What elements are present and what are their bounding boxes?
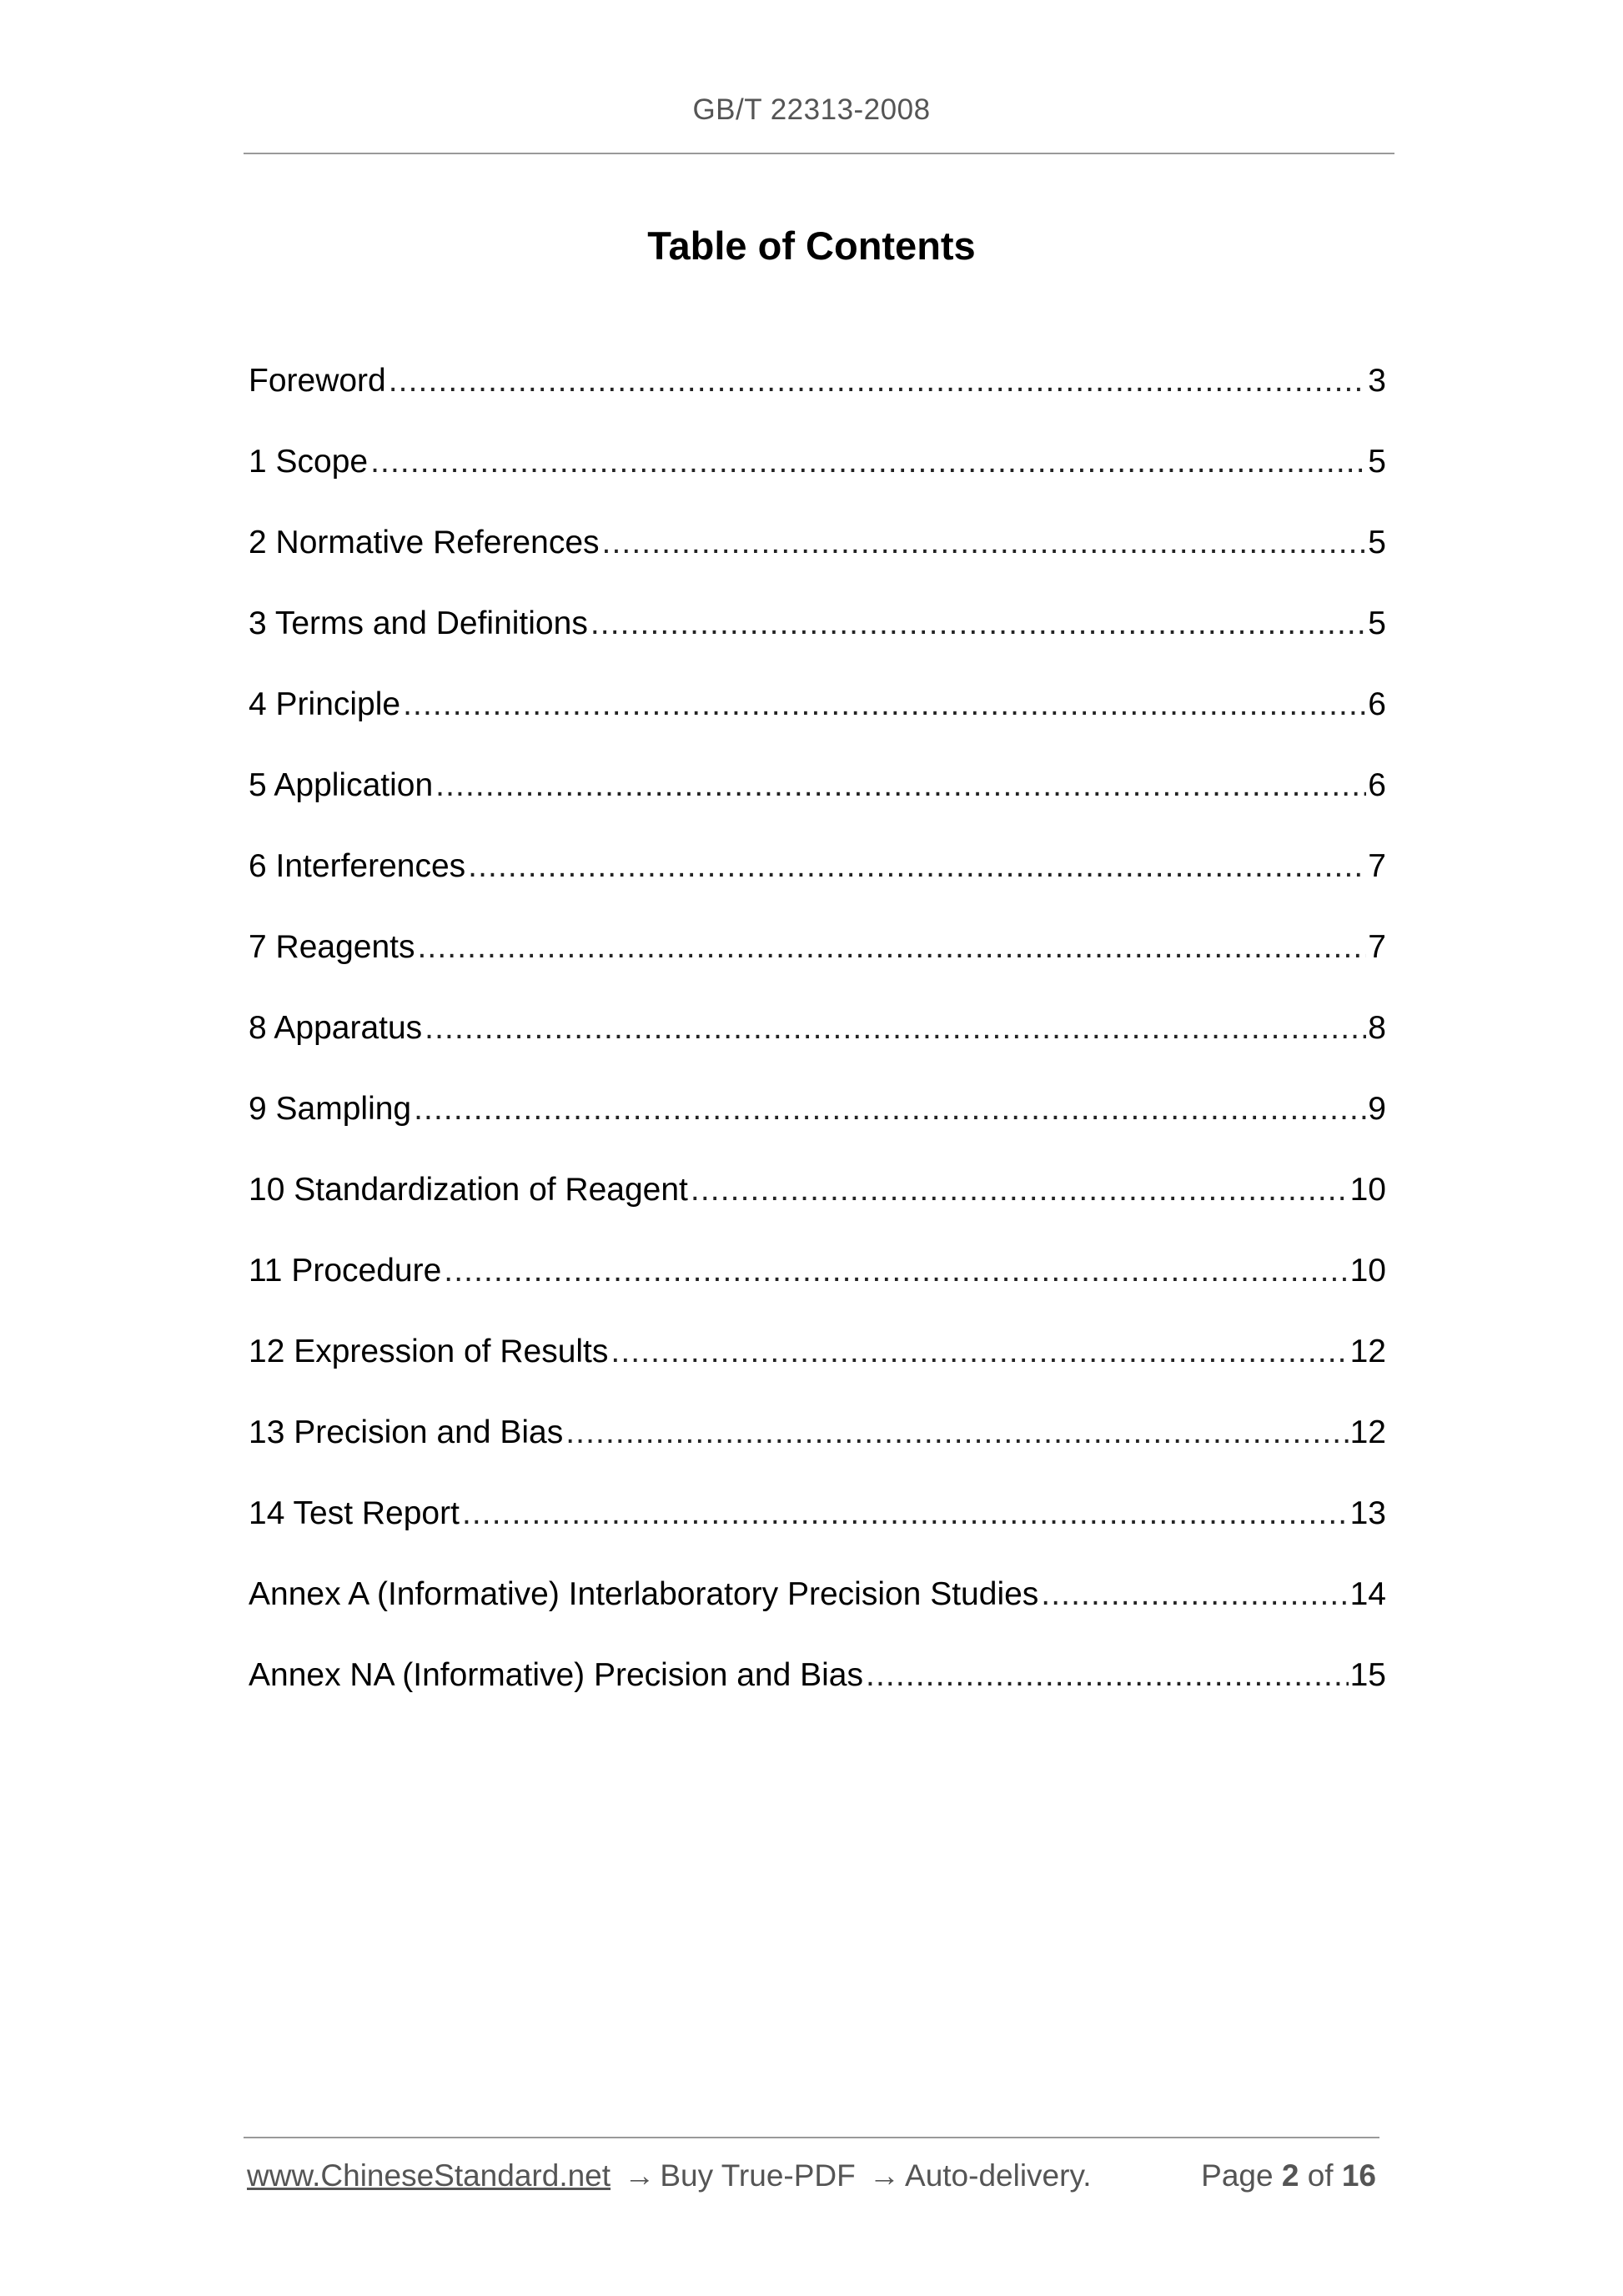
toc-entry-normative-references[interactable]	[249, 520, 1386, 601]
toc-entry-label: 2 Normative References	[249, 525, 600, 560]
toc-entry-page: 6	[1368, 767, 1386, 803]
buy-true-pdf-text: Buy True-PDF	[660, 2158, 856, 2193]
toc-entry-apparatus[interactable]	[249, 1006, 1386, 1087]
auto-delivery-text: Auto-delivery.	[905, 2158, 1092, 2193]
toc-leader-dots	[417, 925, 1366, 970]
toc-entry-foreword[interactable]	[249, 359, 1386, 440]
toc-leader-dots	[370, 440, 1366, 485]
toc-entry-label: Foreword	[249, 363, 386, 399]
toc-entry-label: 3 Terms and Definitions	[249, 605, 588, 641]
toc-entry-expression-of-results[interactable]	[249, 1329, 1386, 1410]
toc-entry-sampling[interactable]	[249, 1087, 1386, 1168]
toc-entry-label: 6 Interferences	[249, 848, 466, 884]
toc-entry-application[interactable]	[249, 763, 1386, 844]
toc-leader-dots	[611, 1329, 1348, 1374]
toc-entry-page: 12	[1349, 1334, 1386, 1369]
toc-entry-label: 14 Test Report	[249, 1495, 460, 1531]
arrow-right-icon: →	[869, 2158, 901, 2193]
toc-entry-label: 10 Standardization of Reagent	[249, 1172, 688, 1208]
toc-entry-page: 7	[1368, 848, 1386, 884]
toc-leader-dots	[389, 359, 1367, 404]
toc-entry-page: 8	[1368, 1010, 1386, 1046]
toc-entry-page: 5	[1368, 444, 1386, 480]
toc-entry-label: 7 Reagents	[249, 929, 415, 965]
toc-entry-annex-na[interactable]	[249, 1653, 1386, 1734]
toc-entry-reagents[interactable]	[249, 925, 1386, 1006]
toc-entry-page: 14	[1349, 1576, 1386, 1612]
toc-leader-dots	[444, 1248, 1348, 1294]
page-label: Page	[1201, 2158, 1274, 2193]
toc-entry-test-report[interactable]	[249, 1491, 1386, 1572]
toc-entry-label: 9 Sampling	[249, 1091, 412, 1127]
toc-title: Table of Contents	[647, 224, 976, 268]
toc-entry-page: 9	[1368, 1091, 1386, 1127]
toc-entry-label: 5 Application	[249, 767, 434, 803]
toc-entry-principle[interactable]	[249, 682, 1386, 763]
page-footer	[247, 2158, 1379, 2208]
toc-leader-dots	[414, 1087, 1366, 1132]
toc-leader-dots	[468, 844, 1366, 889]
toc-entry-terms-and-definitions[interactable]	[249, 601, 1386, 682]
toc-entry-interferences[interactable]	[249, 844, 1386, 925]
toc-list	[249, 359, 1386, 1734]
toc-entry-label: 11 Procedure	[249, 1253, 442, 1289]
toc-leader-dots	[462, 1491, 1349, 1536]
arrow-right-icon: →	[624, 2158, 656, 2193]
toc-leader-dots	[403, 682, 1366, 727]
document-code: GB/T 22313-2008	[692, 93, 931, 126]
toc-leader-dots	[425, 1006, 1366, 1051]
toc-entry-precision-and-bias[interactable]	[249, 1410, 1386, 1491]
toc-entry-page: 12	[1349, 1414, 1386, 1450]
toc-entry-label: 4 Principle	[249, 686, 401, 722]
toc-entry-annex-a[interactable]	[249, 1572, 1386, 1653]
toc-entry-label: Annex A (Informative) Interlaboratory Precision Studies	[249, 1576, 1039, 1612]
of-label: of	[1307, 2158, 1334, 2193]
toc-entry-page: 15	[1349, 1657, 1386, 1693]
toc-entry-page: 13	[1349, 1495, 1386, 1531]
toc-entry-label: 13 Precision and Bias	[249, 1414, 564, 1450]
total-page-count: 16	[1341, 2158, 1376, 2193]
toc-entry-page: 5	[1368, 525, 1386, 560]
toc-entry-page: 7	[1368, 929, 1386, 965]
footer-divider	[244, 2137, 1379, 2138]
toc-leader-dots	[1041, 1572, 1348, 1617]
toc-entry-page: 3	[1368, 363, 1386, 399]
toc-entry-procedure[interactable]	[249, 1248, 1386, 1329]
current-page-number: 2	[1281, 2158, 1299, 2193]
footer-promo	[247, 2158, 1091, 2193]
page-indicator	[1201, 2158, 1376, 2193]
toc-entry-standardization-of-reagent[interactable]	[249, 1168, 1386, 1248]
toc-leader-dots	[602, 520, 1367, 565]
toc-leader-dots	[565, 1410, 1348, 1455]
toc-leader-dots	[435, 763, 1366, 808]
toc-entry-page: 5	[1368, 605, 1386, 641]
toc-entry-page: 6	[1368, 686, 1386, 722]
toc-entry-page: 10	[1349, 1253, 1386, 1289]
toc-entry-label: Annex NA (Informative) Precision and Bias	[249, 1657, 864, 1693]
header-divider	[244, 153, 1394, 154]
toc-entry-label: 1 Scope	[249, 444, 369, 480]
website-link[interactable]: www.ChineseStandard.net	[247, 2158, 611, 2193]
toc-entry-page: 10	[1349, 1172, 1386, 1208]
toc-leader-dots	[590, 601, 1366, 646]
toc-entry-scope[interactable]	[249, 440, 1386, 520]
toc-entry-label: 12 Expression of Results	[249, 1334, 609, 1369]
toc-leader-dots	[691, 1168, 1349, 1213]
toc-leader-dots	[866, 1653, 1349, 1698]
toc-entry-label: 8 Apparatus	[249, 1010, 423, 1046]
